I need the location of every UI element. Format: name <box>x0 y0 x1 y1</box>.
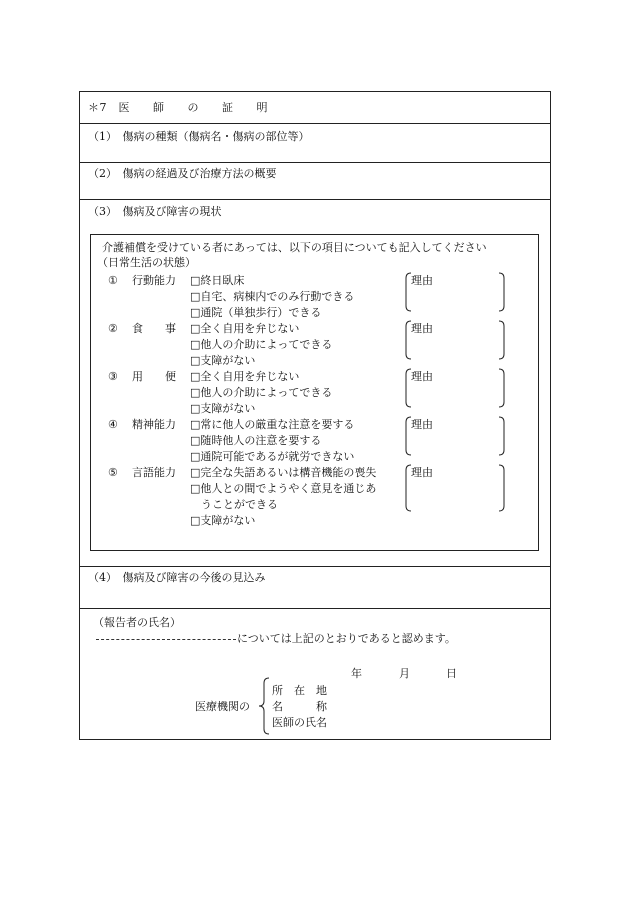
reason-label: 理由 <box>411 370 433 383</box>
checkbox-option[interactable]: □完全な失語あるいは構音機能の喪失 <box>190 466 377 479</box>
item-number: ① <box>108 274 118 287</box>
date-day: 日 <box>446 667 457 680</box>
checkbox-option-continued: うことができる <box>190 498 278 511</box>
checkbox-option[interactable]: □全く自用を弁じない <box>190 370 300 383</box>
section-1-heading: （1） 傷病の種類（傷病名・傷病の部位等） <box>88 130 310 143</box>
institution-name-label: 名 称 <box>272 700 327 713</box>
status-intro: 介護補償を受けている者にあっては、以下の項目についても記入してください <box>102 241 487 254</box>
reason-label: 理由 <box>411 466 433 479</box>
reason-label: 理由 <box>411 274 433 287</box>
divider <box>80 199 550 200</box>
section-4-heading: （4） 傷病及び障害の今後の見込み <box>88 571 266 584</box>
divider <box>80 566 550 567</box>
checkbox-option[interactable]: □支障がない <box>190 514 256 527</box>
checkbox-option[interactable]: □支障がない <box>190 354 256 367</box>
item-label: 精神能力 <box>132 418 176 431</box>
form-title: ＊7 医 師 の 証 明 <box>88 101 268 114</box>
reason-label: 理由 <box>411 418 433 431</box>
checkbox-option[interactable]: □他人の介助によってできる <box>190 386 333 399</box>
item-number: ④ <box>108 418 118 431</box>
checkbox-option[interactable]: □自宅、病棟内でのみ行動できる <box>190 290 355 303</box>
reason-label: 理由 <box>411 322 433 335</box>
daily-life-status-box <box>90 234 539 551</box>
certification-statement: については上記のとおりであると認めます。 <box>237 632 456 645</box>
checkbox-option[interactable]: □通院可能であるが就労できない <box>190 450 355 463</box>
divider <box>80 123 550 124</box>
checkbox-option[interactable]: □全く自用を弁じない <box>190 322 300 335</box>
divider <box>80 608 550 609</box>
section-2-heading: （2） 傷病の経過及び治療方法の概要 <box>88 167 277 180</box>
item-label: 用 便 <box>132 370 176 383</box>
reporter-name-field[interactable] <box>96 639 236 640</box>
checkbox-option[interactable]: □通院（単独歩行）できる <box>190 306 322 319</box>
medical-certificate-form <box>79 91 551 740</box>
item-label: 行動能力 <box>132 274 176 287</box>
date-year: 年 <box>351 667 362 680</box>
checkbox-option[interactable]: □随時他人の注意を要する <box>190 434 322 447</box>
checkbox-option[interactable]: □他人との間でようやく意見を通じあ <box>190 482 377 495</box>
checkbox-option[interactable]: □終日臥床 <box>190 274 245 287</box>
item-number: ⑤ <box>108 466 118 479</box>
item-label: 言語能力 <box>132 466 176 479</box>
institution-label: 医療機関の <box>195 700 250 713</box>
reporter-name-label: （報告者の氏名） <box>93 616 181 629</box>
item-number: ③ <box>108 370 118 383</box>
divider <box>80 162 550 163</box>
item-label: 食 事 <box>132 322 176 335</box>
checkbox-option[interactable]: □常に他人の厳重な注意を要する <box>190 418 355 431</box>
checkbox-option[interactable]: □他人の介助によってできる <box>190 338 333 351</box>
institution-brace <box>258 677 270 735</box>
section-3-heading: （3） 傷病及び障害の現状 <box>88 205 222 218</box>
doctor-name-label: 医師の氏名 <box>272 716 327 729</box>
status-subheading: （日常生活の状態） <box>97 256 196 269</box>
date-month: 月 <box>399 667 410 680</box>
institution-address-label: 所 在 地 <box>272 684 327 697</box>
item-number: ② <box>108 322 118 335</box>
checkbox-option[interactable]: □支障がない <box>190 402 256 415</box>
